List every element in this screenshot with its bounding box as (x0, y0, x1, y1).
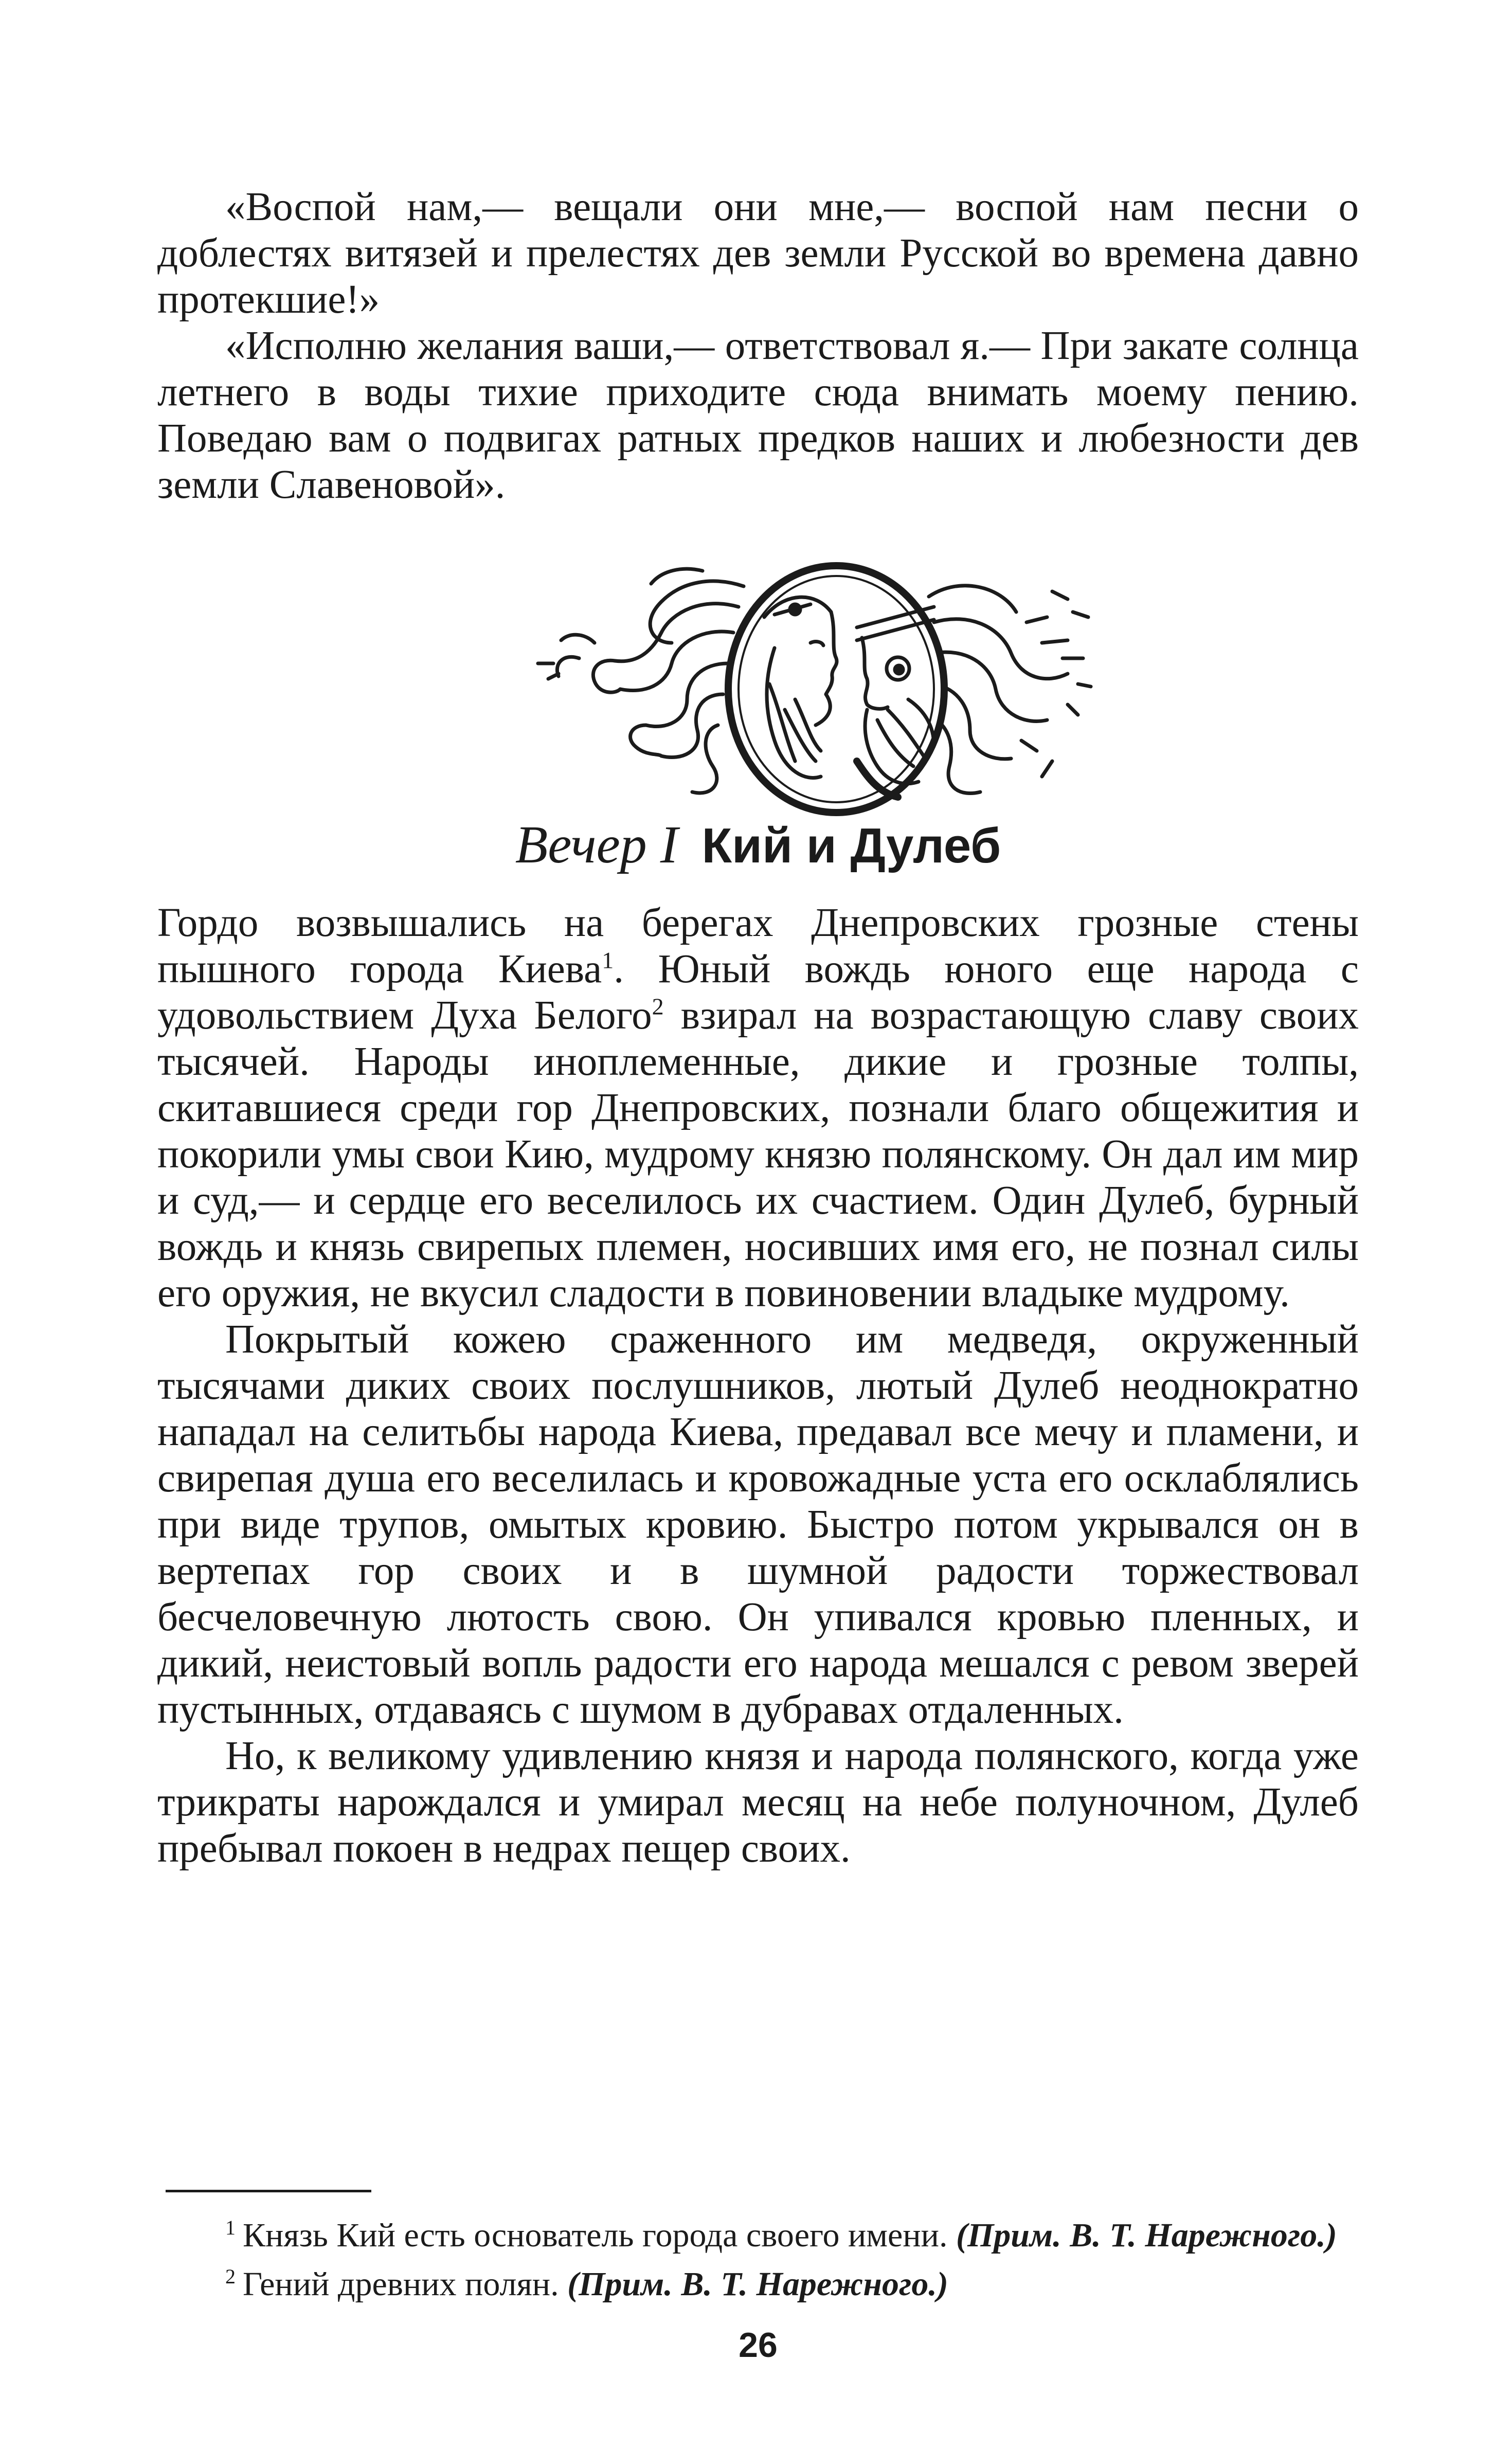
footnote-2: $^2$ Гений древних полян. (Прим. В. Т. Нарежного.) (225, 2265, 948, 2303)
footnote-ref-2: 2 (652, 993, 664, 1020)
intro-text (157, 184, 1359, 508)
paragraph-3: Но, к великому удивлению князя и народа полянского, когда уже трикраты нарождался и умирал месяц на небе полуночном, Дулеб пребывал покоен в недрах пещер своих. (157, 1734, 1359, 1871)
chapter-title: Кий и Дулеб (701, 818, 1001, 873)
footnotes (157, 2207, 1359, 2305)
right-hair-swirls (929, 586, 1091, 794)
chapter-heading (157, 812, 1359, 879)
medallion-frame (728, 566, 944, 813)
footnote-ref-1: 1 (602, 947, 614, 974)
main-text (157, 900, 1359, 1872)
page-number: 26 (739, 2326, 778, 2365)
left-hair-swirls (538, 569, 744, 793)
intro-paragraph-2: «Исполню желания ваши,— ответствовал я.— При закате солнца летнего в воды тихие приходите сюда внимать моему пению. Поведаю вам о подвигах ратных предков наших и любезности дев земли Славеновой». (157, 323, 1359, 507)
footnote-1: $^1$ Князь Кий есть основатель города своего имени. (Прим. В. Т. Нарежного.) (225, 2216, 1337, 2254)
intro-paragraph-1: «Воспой нам,— вещали они мне,— воспой нам песни о доблестях витязей и прелестях дев земли Русской во времена давно протекшие!» (157, 185, 1359, 322)
footnote-divider (166, 2190, 371, 2192)
paragraph-1: Гордо возвышались на берегах Днепровских грозные стены пышного города Киева$^1$. Юный вождь юного еще народа с удовольствием Духа Белого$^2$ взирал на возрастающую славу своих тысячей. Народы иноплеменные, дикие и грозные толпы, скитавшиеся среди гор Днепровских, познали благо общежития и покорили умы свои Кию, мудрому князю полянскому. Он дал им мир и суд,— и сердце его веселилось их счастием. Один Дулеб, бурный вождь и князь свирепых племен, носивших имя его, не познал силы его оружия, не вкусил сладости в повиновении владыке мудрому. (157, 900, 1359, 1316)
medallion-illustration (507, 555, 1176, 823)
chapter-number: Вечер I (515, 815, 678, 874)
paragraph-2: Покрытый кожею сраженного им медведя, окруженный тысячами диких своих послушников, лютый Дулеб неоднократно нападал на селитьбы народа Киева, предавал все мечу и пламени, и свирепая душа его веселилась и кровожадные уста его осклаблялись при виде трупов, омытых кровию. Быстро потом укрывался он в вертепах гор своих и в шумной радости торжествовал бесчеловечную лютость свою. Он упивался кровью пленных, и дикий, неистовый вопль радости его народа мешался с ревом зверей пустынных, отдаваясь с шумом в дубравах отдаленных. (157, 1317, 1359, 1732)
